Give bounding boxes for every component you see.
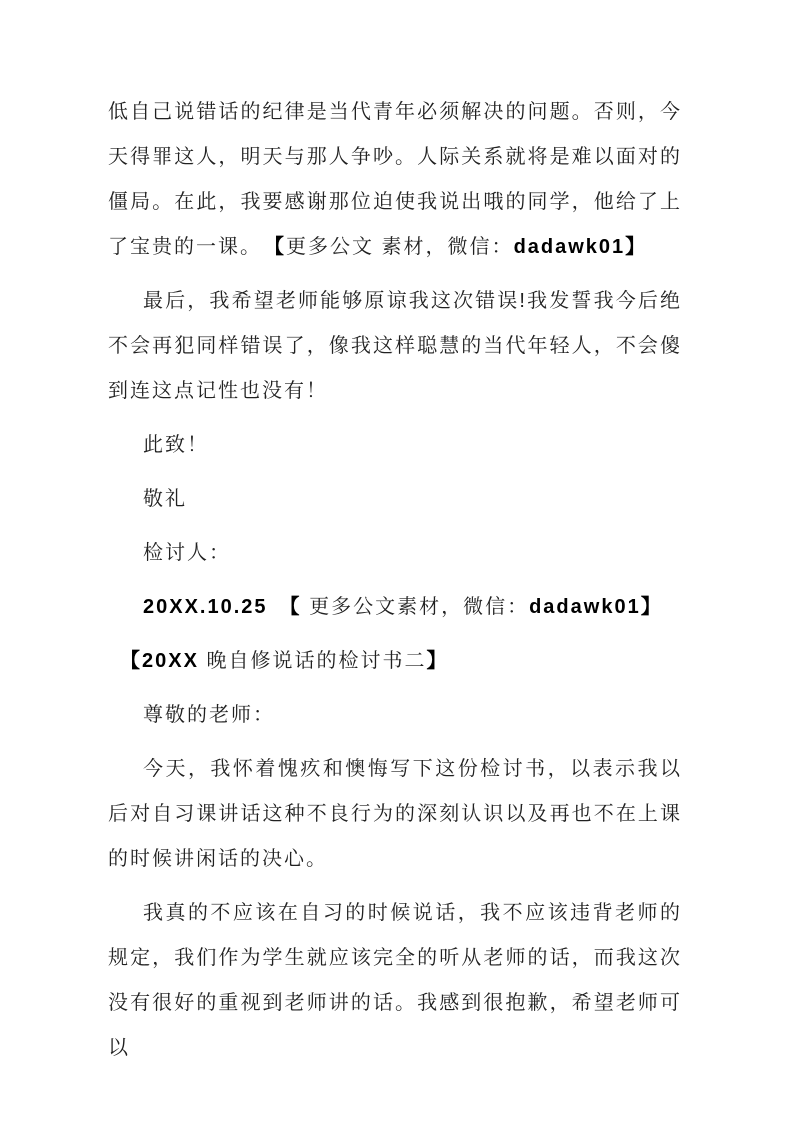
salutation xyxy=(108,693,682,738)
paragraph-text: 尊敬的老师： xyxy=(143,704,275,726)
paragraph-text: 敬礼 xyxy=(143,488,187,510)
body-paragraph-apology xyxy=(108,279,682,414)
date-line xyxy=(108,585,682,630)
paragraph-text: 我真的不应该在自习的时候说话，我不应该违背老师的规定，我们作为学生就应该完全的听从老师的话，而我这次没有很好的重视到老师讲的话。我感到很抱歉，希望老师可以 xyxy=(108,902,682,1059)
promo-bracket-open: 【 xyxy=(274,236,286,258)
body-paragraph-continuation xyxy=(108,90,682,270)
paragraph-text: 低自己说错话的纪律是当代青年必须解决的问题。否则，今天得罪这人，明天与那人争吵。人际关系就将是难以面对的僵局。在此，我要感谢那位迫使我说出哦的同学，他给了上了宝贵的一课。 xyxy=(108,101,682,258)
body-paragraph-intro xyxy=(108,747,682,882)
heading-bracket-open: 【20XX xyxy=(120,650,207,672)
body-paragraph-reflection xyxy=(108,891,682,1071)
date-text: 20XX.10.25 【 xyxy=(143,596,310,618)
paragraph-text: 此致！ xyxy=(143,434,209,456)
promo-wechat-id: dadawk01】 xyxy=(529,596,663,618)
heading-bracket-close: 】 xyxy=(426,650,449,672)
closing-regards xyxy=(108,477,682,522)
signature-label xyxy=(108,531,682,576)
paragraph-text: 今天，我怀着愧疚和懊悔写下这份检讨书，以表示我以后对自习课讲话这种不良行为的深刻认识以及再也不在上课的时候讲闲话的决心。 xyxy=(108,758,682,870)
section-heading xyxy=(108,639,682,684)
promo-watermark-text: 更多公文 素材，微信： xyxy=(286,236,514,258)
promo-wechat-id: dadawk01】 xyxy=(513,236,648,258)
paragraph-text: 检讨人： xyxy=(143,542,231,564)
heading-title: 晚自修说话的检讨书二 xyxy=(206,650,427,672)
promo-watermark-text: 更多公文素材，微信： xyxy=(309,596,530,618)
paragraph-text: 最后，我希望老师能够原谅我这次错误!我发誓我今后绝不会再犯同样错误了，像我这样聪慧的当代年轻人，不会傻到连这点记性也没有！ xyxy=(108,290,682,402)
closing-salute xyxy=(108,423,682,468)
